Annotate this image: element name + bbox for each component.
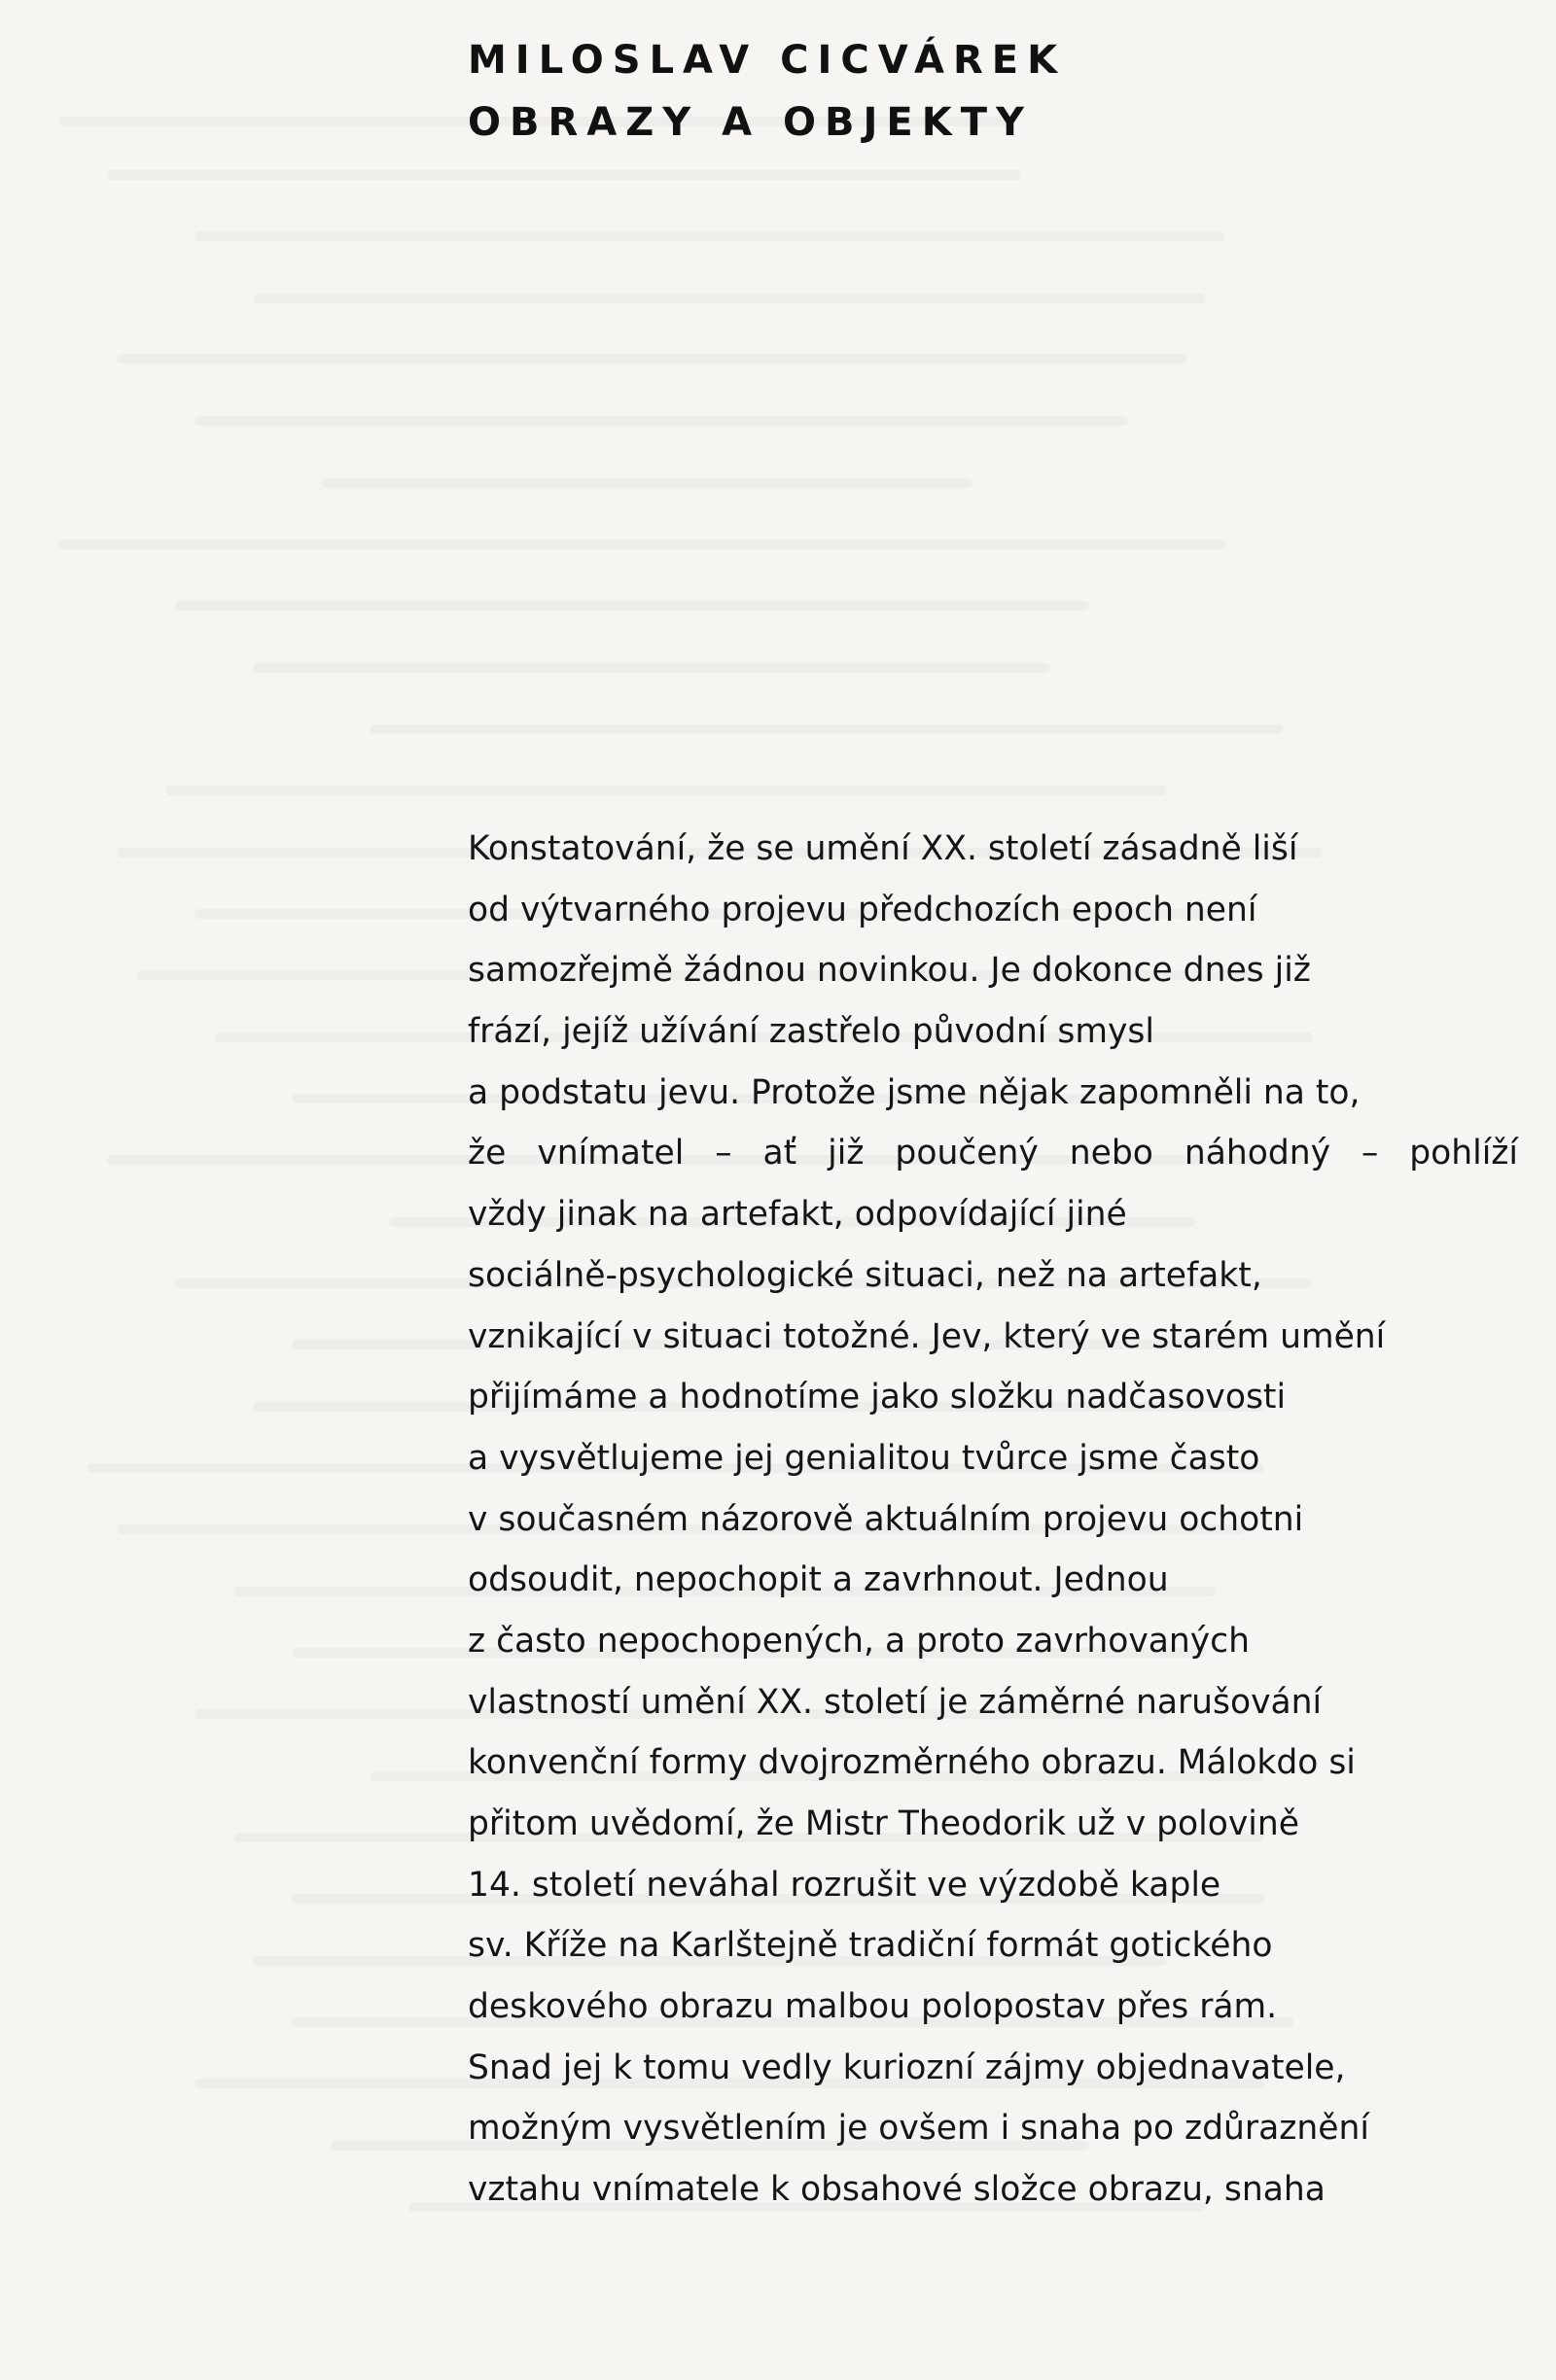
text-line: přijímáme a hodnotíme jako složku nadčasovosti: [468, 1378, 1287, 1418]
show-through-bar: [165, 786, 1167, 795]
show-through-bar: [175, 601, 1089, 611]
text-line: frází, jejíž užívání zastřelo původní smysl: [468, 1012, 1154, 1052]
text-line: vždy jinak na artefakt, odpovídající jiné: [468, 1195, 1127, 1235]
text-line: že vnímatel – ať již poučený nebo náhodný – pohlíží: [468, 1134, 1518, 1173]
text-line: sv. Kříže na Karlštejně tradiční formát gotického: [468, 1926, 1273, 1966]
text-line: v současném názorově aktuálním projevu ochotni: [468, 1499, 1304, 1539]
show-through-bar: [253, 294, 1206, 303]
text-line: sociálně-psychologické situaci, než na artefakt,: [468, 1255, 1262, 1295]
text-line: Snad jej k tomu vedly kuriozní zájmy objednavatele,: [468, 2048, 1346, 2087]
show-through-bar: [253, 663, 1050, 673]
text-line: a podstatu jevu. Protože jsme nějak zapomněli na to,: [468, 1072, 1361, 1112]
show-through-bar: [117, 354, 1186, 364]
show-through-bar: [321, 478, 972, 488]
text-line: konvenční formy dvojrozměrného obrazu. Málokdo si: [468, 1743, 1356, 1783]
document-title: OBRAZY A OBJEKTY: [468, 100, 1033, 145]
text-line: vztahu vnímatele k obsahové složce obrazu, snaha: [468, 2170, 1326, 2210]
show-through-bar: [107, 170, 1021, 180]
text-line: a vysvětlujeme jej genialitou tvůrce jsme často: [468, 1438, 1260, 1478]
text-line: možným vysvětlením je ovšem i snaha po zdůraznění: [468, 2109, 1369, 2149]
text-line: od výtvarného projevu předchozích epoch není: [468, 890, 1257, 929]
show-through-bar: [370, 724, 1284, 734]
title-block: [468, 29, 1066, 154]
show-through-bar: [58, 540, 1225, 549]
text-line: z často nepochopených, a proto zavrhovaných: [468, 1621, 1251, 1661]
text-line: vznikající v situaci totožné. Jev, který ve starém umění: [468, 1316, 1386, 1356]
text-line: deskového obrazu malbou polopostav přes rám.: [468, 1987, 1278, 2027]
text-line: odsoudit, nepochopit a zavrhnout. Jednou: [468, 1560, 1169, 1600]
text-line: vlastností umění XX. století je záměrné narušování: [468, 1682, 1323, 1722]
show-through-bar: [194, 416, 1128, 426]
body-text: [468, 819, 1518, 2221]
show-through-bar: [194, 231, 1225, 241]
text-line: přitom uvědomí, že Mistr Theodorik už v polovině: [468, 1804, 1299, 1843]
text-line: 14. století neváhal rozrušit ve výzdobě kaple: [468, 1865, 1221, 1905]
author-name: MILOSLAV CICVÁREK: [468, 38, 1067, 83]
text-line: samozřejmě žádnou novinkou. Je dokonce dnes již: [468, 951, 1311, 991]
text-line: Konstatování, že se umění XX. století zásadně liší: [468, 829, 1298, 868]
